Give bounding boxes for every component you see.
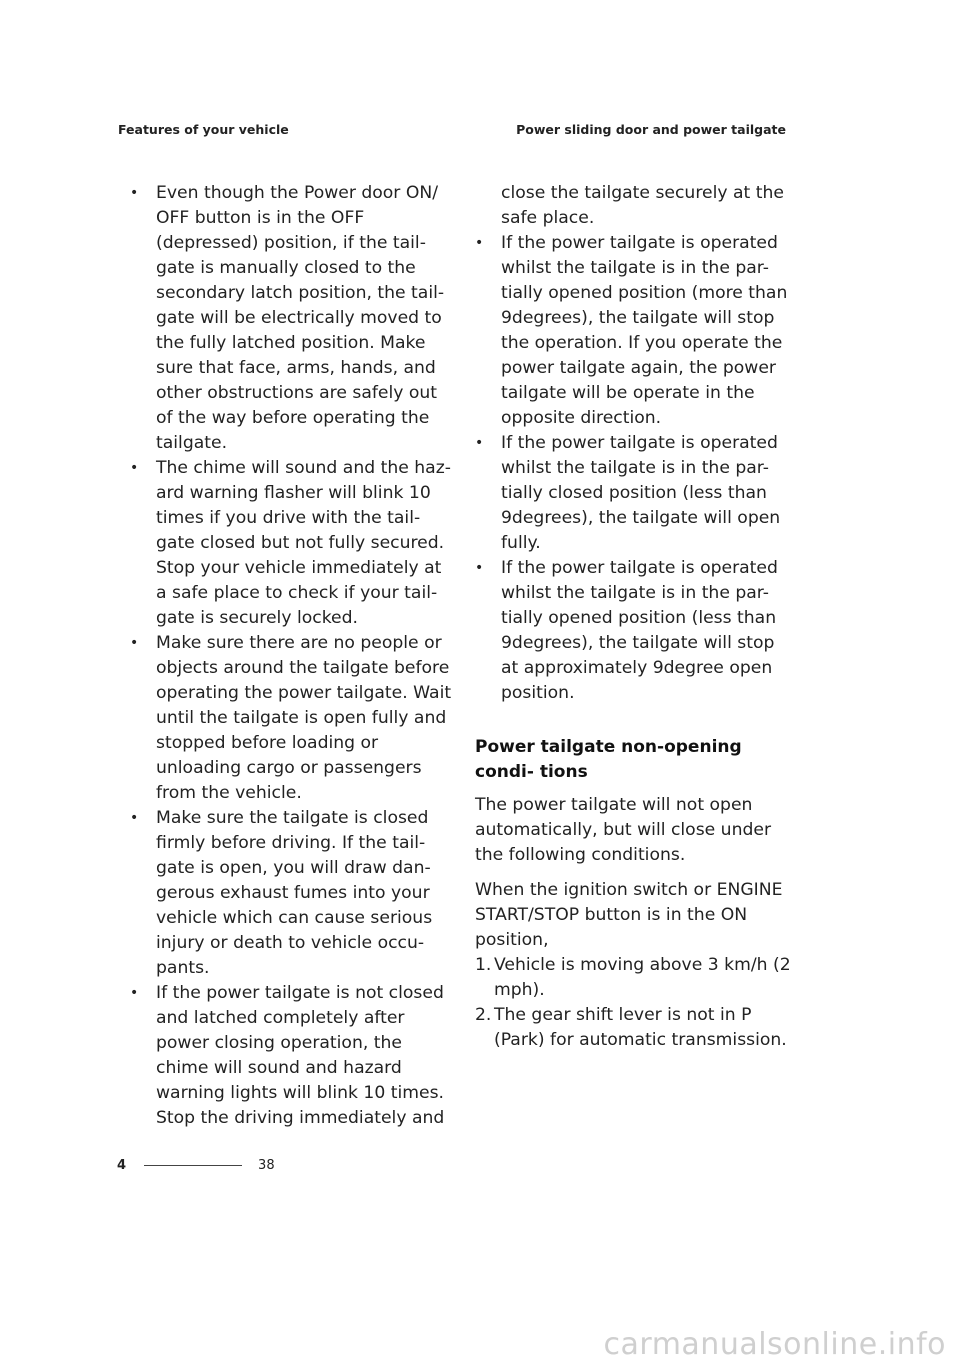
footer-rule bbox=[144, 1165, 242, 1166]
item-text: The gear shift lever is not in P (Park) for automatic transmission. bbox=[494, 1005, 787, 1050]
conditions-list bbox=[475, 953, 793, 1053]
page-number: 38 bbox=[258, 1158, 275, 1173]
bullet-item: • If the power tailgate is operated whilst the tailgate is in the par- tially closed position (less than 9degrees), the tailgate will open fully. bbox=[475, 431, 793, 556]
running-header-title: Power sliding door and power tailgate bbox=[516, 122, 786, 137]
numbered-item bbox=[475, 953, 793, 1003]
item-number: 1. bbox=[475, 955, 492, 975]
numbered-item bbox=[475, 1003, 793, 1053]
right-column bbox=[475, 181, 793, 1053]
item-text: Vehicle is moving above 3 km/h (2 mph). bbox=[494, 955, 791, 1000]
body-paragraph: The power tailgate will not open automatically, but will close under the following conditions. bbox=[475, 795, 772, 865]
item-number: 2. bbox=[475, 1005, 492, 1025]
chapter-number: 4 bbox=[117, 1158, 127, 1173]
watermark: carmanualsonline.info bbox=[603, 1327, 946, 1362]
bullet-item: • If the power tailgate is operated whilst the tailgate is in the par- tially opened position (less than 9degrees), the tailgate will stop at approximately 9degree open position. bbox=[475, 556, 793, 706]
page-footer bbox=[117, 1158, 275, 1173]
bullet-item: • Even though the Power door ON/ OFF button is in the OFF (depressed) position, if the tail- gate is manually closed to the secondary latch position, the tail- gate will be electrically moved to the fully latched position. Make sure that face, arms, hands, and other obstructions are safely out of the way before operating the tailgate. bbox=[130, 181, 452, 456]
running-header-section: Features of your vehicle bbox=[118, 122, 289, 137]
section-heading: Power tailgate non-opening condi- tions bbox=[475, 737, 742, 782]
left-column bbox=[130, 181, 452, 1131]
body-paragraph: When the ignition switch or ENGINE START/STOP button is in the ON position, bbox=[475, 880, 783, 950]
bullet-item: • Make sure there are no people or objects around the tailgate before operating the power tailgate. Wait until the tailgate is open fully and stopped before loading or unloading cargo or passengers from the vehicle. bbox=[130, 631, 452, 806]
bullet-item: • If the power tailgate is not closed and latched completely after power closing operation, the chime will sound and hazard warning lights will blink 10 times. Stop the driving immediately and bbox=[130, 981, 452, 1131]
warning-bullet-list-continued bbox=[475, 181, 793, 706]
bullet-item-continued: close the tailgate securely at the safe place. bbox=[501, 183, 784, 228]
bullet-item: • If the power tailgate is operated whilst the tailgate is in the par- tially opened position (more than 9degrees), the tailgate will stop the operation. If you operate the power tailgate again, the power tailgate will be operate in the opposite direction. bbox=[475, 231, 793, 431]
bullet-item: • Make sure the tailgate is closed firmly before driving. If the tail- gate is open, you will draw dan- gerous exhaust fumes into your vehicle which can cause serious injury or death to vehicle occu- pants. bbox=[130, 806, 452, 981]
warning-bullet-list bbox=[130, 181, 452, 1131]
bullet-item: • The chime will sound and the haz- ard warning flasher will blink 10 times if you drive with the tail- gate closed but not fully secured. Stop your vehicle immediately at a safe place to check if your tail- gate is securely locked. bbox=[130, 456, 452, 631]
